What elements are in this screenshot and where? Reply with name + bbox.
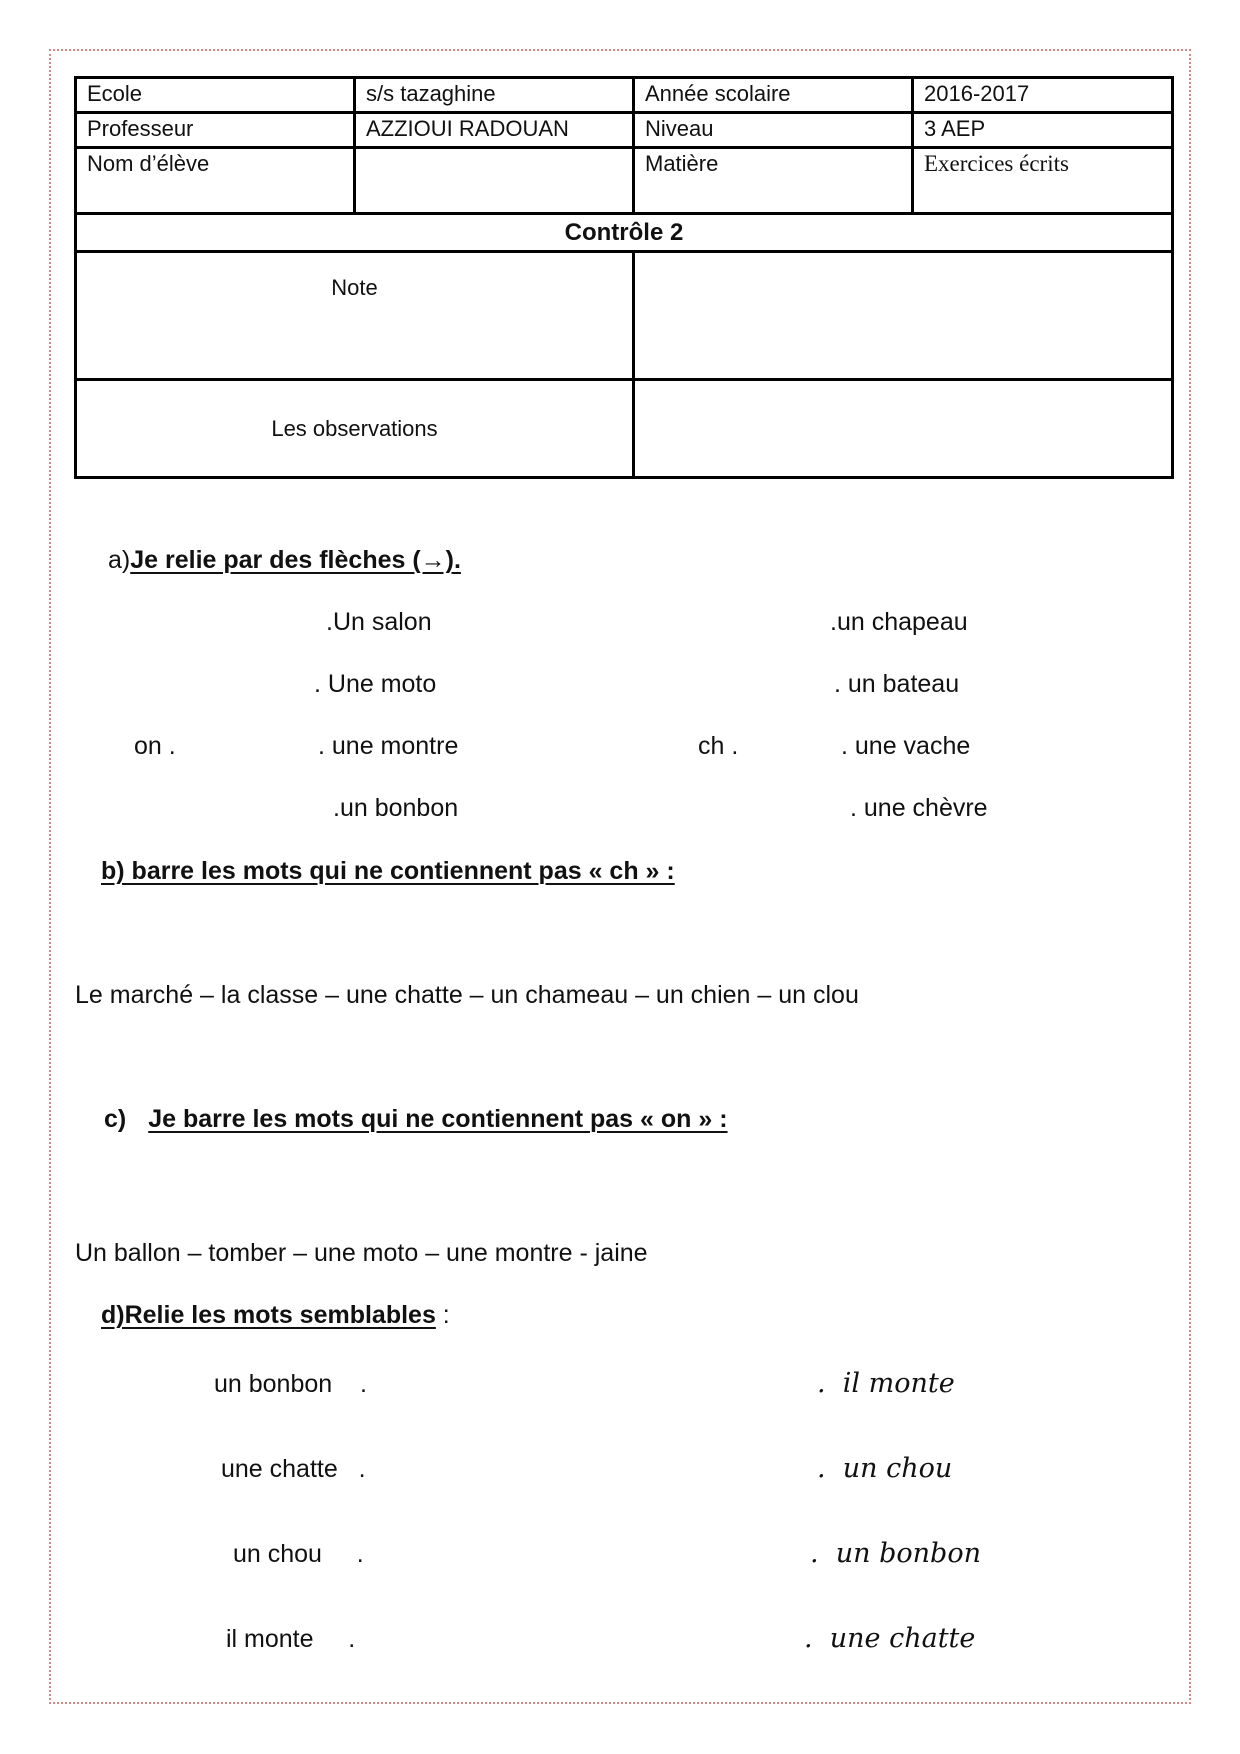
exercise-d-heading [101, 1301, 450, 1330]
d-right-word: . un chou [817, 1453, 953, 1484]
header-table [74, 76, 1174, 479]
exercise-c-prefix: c) [104, 1105, 127, 1133]
a-right-word: . une chèvre [850, 794, 988, 822]
d-left-word: une chatte . [221, 1455, 366, 1483]
exam-title: Contrôle 2 [76, 214, 1173, 252]
a-left-word: .un bonbon [333, 794, 459, 822]
student-label: Nom d’élève [76, 148, 355, 214]
a-left-word: . Une moto [314, 670, 437, 698]
observations-field[interactable] [634, 380, 1173, 478]
d-left-word: un bonbon . [214, 1370, 367, 1398]
level-value: 3 AEP [913, 113, 1173, 148]
exercise-c-heading [104, 1105, 728, 1134]
school-label: Ecole [76, 78, 355, 113]
teacher-value: AZZIOUI RADOUAN [355, 113, 634, 148]
exercise-b-heading: b) barre les mots qui ne contiennent pas « ch » : [101, 857, 675, 885]
subject-label: Matière [634, 148, 913, 214]
a-right-sound: ch . [698, 732, 739, 760]
a-right-word: .un chapeau [830, 608, 968, 636]
d-right-word: . il monte [817, 1368, 955, 1399]
exercise-c-sentence: Un ballon – tomber – une moto – une montre - jaine [75, 1239, 648, 1267]
d-right-word: . une chatte [804, 1623, 976, 1654]
a-right-word: . un bateau [834, 670, 960, 698]
exercise-d-title: d)Relie les mots semblables [101, 1301, 436, 1329]
d-left-word: un chou . [233, 1540, 364, 1568]
exercise-d-suffix: : [435, 1301, 450, 1329]
year-label: Année scolaire [634, 78, 913, 113]
a-right-word: . une vache [841, 732, 971, 760]
a-left-sound: on . [134, 732, 176, 760]
exercise-a-prefix: a) [108, 546, 131, 574]
d-left-word: il monte . [226, 1625, 356, 1653]
level-label: Niveau [634, 113, 913, 148]
a-left-word: . une montre [318, 732, 459, 760]
school-value: s/s tazaghine [355, 78, 634, 113]
note-label: Note [76, 252, 634, 380]
subject-value: Exercices écrits [913, 148, 1173, 214]
exercise-a-title: Je relie par des flèches (→). [130, 546, 461, 574]
a-left-word: .Un salon [326, 608, 432, 636]
exercise-b-sentence: Le marché – la classe – une chatte – un chameau – un chien – un clou [75, 981, 859, 1009]
year-value: 2016-2017 [913, 78, 1173, 113]
observations-label: Les observations [76, 380, 634, 478]
teacher-label: Professeur [76, 113, 355, 148]
student-name-field[interactable] [355, 148, 634, 214]
d-right-word: . un bonbon [810, 1538, 981, 1569]
note-field[interactable] [634, 252, 1173, 380]
exercise-a-heading [108, 546, 461, 575]
exercise-c-title: Je barre les mots qui ne contiennent pas « on » : [148, 1105, 728, 1133]
